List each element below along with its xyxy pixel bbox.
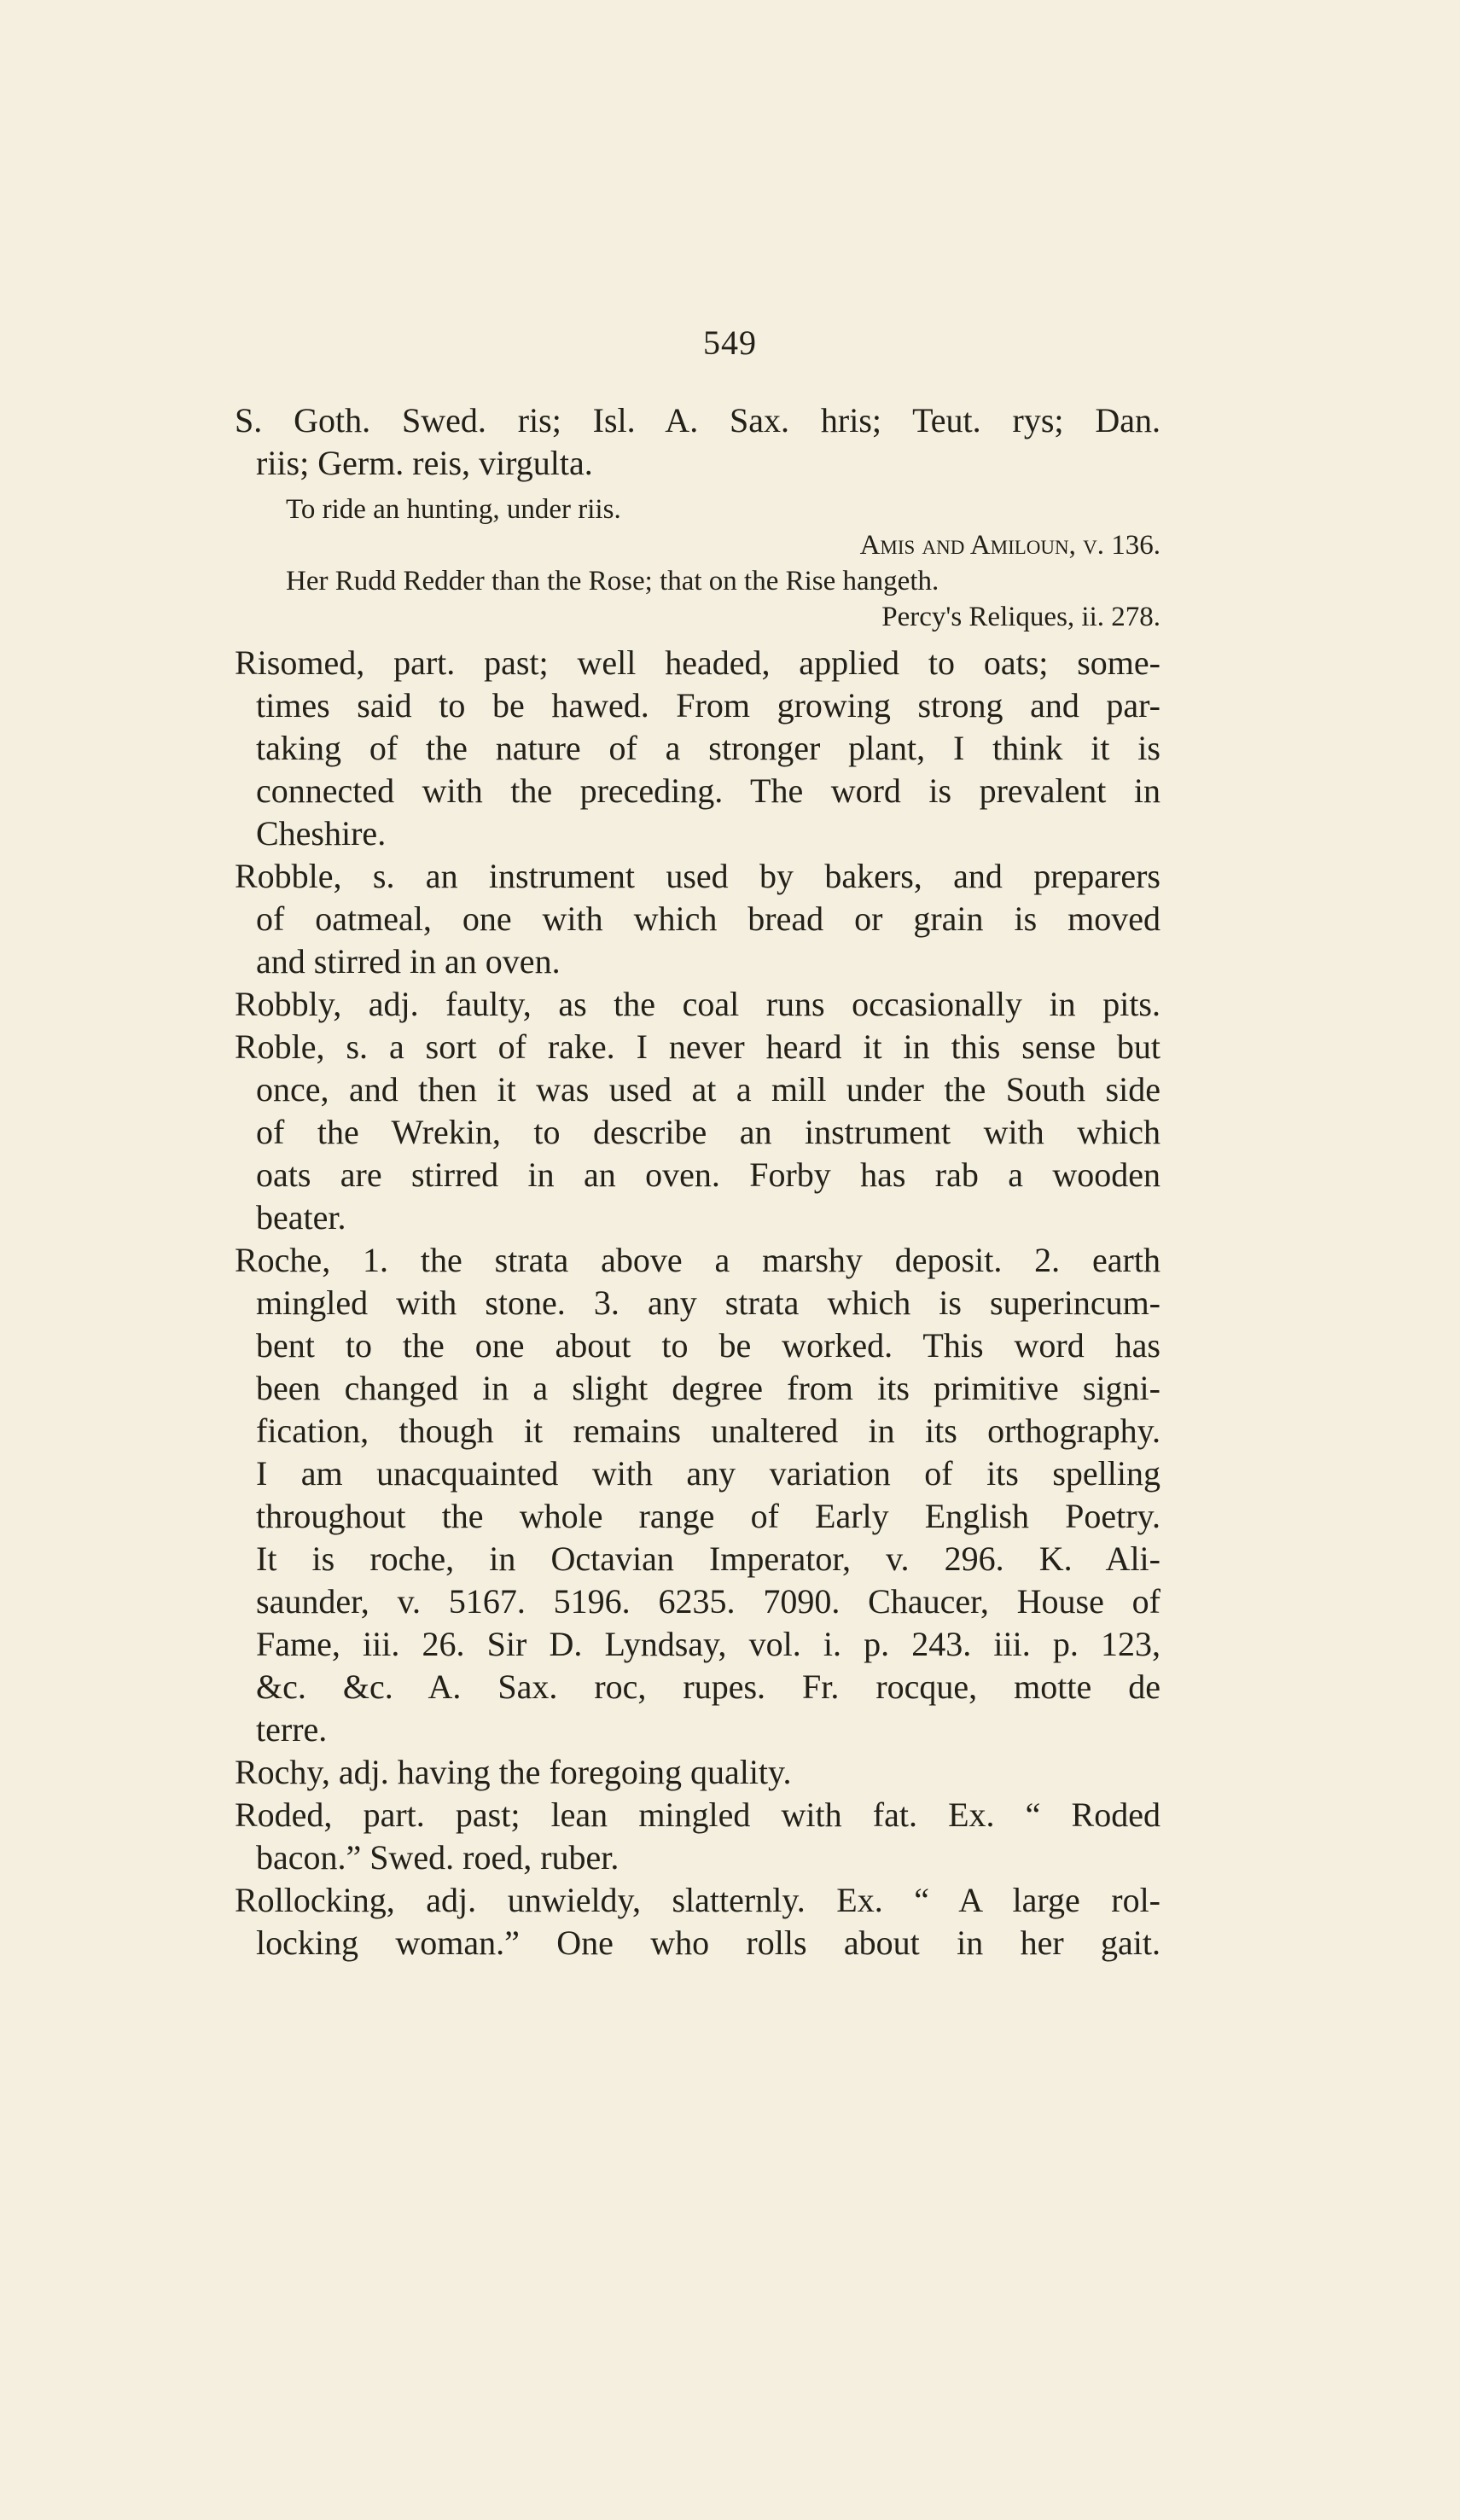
text-line: bacon.” Swed. roed, ruber. xyxy=(256,1838,619,1877)
text-line: Fame, iii. 26. Sir D. Lyndsay, vol. i. p. 243. iii. p. 123, xyxy=(256,1625,1160,1663)
entry-rollocking: Rollocking, adj. unwieldy, slatternly. Ex. “ A large rol- xyxy=(235,1881,1160,1919)
entry-roded: Roded, part. past; lean mingled with fat. Ex. “ Roded xyxy=(235,1795,1160,1834)
entry-rochy: Rochy, adj. having the foregoing quality. xyxy=(235,1753,792,1791)
text-line: beater. xyxy=(256,1198,346,1237)
text-line: connected with the preceding. The word is prevalent in xyxy=(256,771,1160,810)
text-line: locking woman.” One who rolls about in her gait. xyxy=(256,1923,1160,1962)
text-line: I am unacquainted with any variation of its spelling xyxy=(256,1454,1160,1493)
text-line: riis; Germ. reis, virgulta. xyxy=(256,444,593,482)
quote-line: To ride an hunting, under riis. xyxy=(286,494,621,525)
entry-roble: Roble, s. a sort of rake. I never heard it in this sense but xyxy=(235,1027,1160,1066)
text-line: taking of the nature of a stronger plant, I think it is xyxy=(256,729,1160,767)
text-line: times said to be hawed. From growing strong and par- xyxy=(256,686,1160,725)
entry-roche: Roche, 1. the strata above a marshy deposit. 2. earth xyxy=(235,1241,1160,1279)
text-line: fication, though it remains unaltered in its orthography. xyxy=(256,1411,1160,1450)
text-line: of the Wrekin, to describe an instrument with which xyxy=(256,1113,1160,1151)
entry-risomed: Risomed, part. past; well headed, applied to oats; some- xyxy=(235,643,1160,682)
quote-citation: Amis and Amiloun, v. 136. xyxy=(859,530,1160,561)
text-line: S. Goth. Swed. ris; Isl. A. Sax. hris; Teut. rys; Dan. xyxy=(235,401,1160,439)
text-line: bent to the one about to be worked. This word has xyxy=(256,1326,1160,1365)
text-line: saunder, v. 5167. 5196. 6235. 7090. Chaucer, House of xyxy=(256,1582,1160,1621)
quote-citation: Percy's Reliques, ii. 278. xyxy=(881,602,1160,632)
text-line: oats are stirred in an oven. Forby has rab a wooden xyxy=(256,1155,1160,1194)
text-line: and stirred in an oven. xyxy=(256,942,561,981)
entry-robble: Robble, s. an instrument used by bakers, and preparers xyxy=(235,857,1160,895)
text-line: &c. &c. A. Sax. roc, rupes. Fr. rocque, motte de xyxy=(256,1667,1160,1706)
quote-line: Her Rudd Redder than the Rose; that on the Rise hangeth. xyxy=(286,566,939,597)
entry-robbly: Robbly, adj. faulty, as the coal runs occasionally in pits. xyxy=(235,985,1160,1023)
text-line: of oatmeal, one with which bread or grain is moved xyxy=(256,899,1160,938)
page-number: 549 xyxy=(703,323,757,362)
text-line: It is roche, in Octavian Imperator, v. 296. K. Ali- xyxy=(256,1539,1160,1578)
text-line: throughout the whole range of Early English Poetry. xyxy=(256,1497,1160,1535)
text-line: terre. xyxy=(256,1710,328,1749)
text-line: mingled with stone. 3. any strata which is superincum- xyxy=(256,1283,1160,1322)
text-line: once, and then it was used at a mill under the South side xyxy=(256,1070,1160,1109)
text-line: Cheshire. xyxy=(256,814,387,853)
text-line: been changed in a slight degree from its primitive signi- xyxy=(256,1369,1160,1407)
